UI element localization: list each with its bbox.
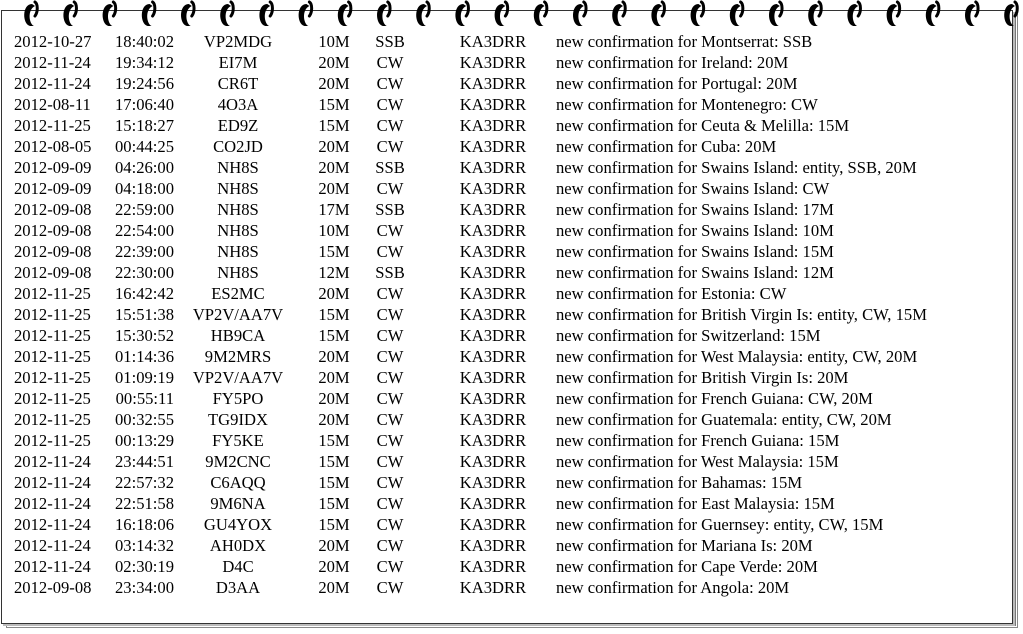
- log-mode: CW: [376, 74, 404, 93]
- log-date: 2012-11-25: [14, 326, 91, 345]
- log-date: 2012-11-24: [14, 557, 91, 576]
- log-mode: CW: [376, 473, 404, 492]
- log-date: 2012-11-25: [14, 284, 91, 303]
- log-date: 2012-09-09: [14, 179, 92, 198]
- log-mode: CW: [376, 347, 404, 366]
- log-operator: KA3DRR: [459, 347, 527, 366]
- log-time: 00:13:29: [114, 431, 174, 450]
- log-callsign: D3AA: [215, 578, 261, 597]
- log-date: 2012-09-08: [14, 221, 92, 240]
- log-row: [14, 31, 927, 52]
- spiral-binding-ring-icon: [63, 2, 76, 26]
- log-time: 16:18:06: [114, 515, 174, 534]
- log-operator: KA3DRR: [459, 242, 527, 261]
- log-mode: CW: [376, 494, 404, 513]
- spiral-binding-ring-icon: [495, 2, 508, 26]
- log-mode: CW: [376, 431, 404, 450]
- log-operator: KA3DRR: [459, 179, 527, 198]
- log-operator: KA3DRR: [459, 158, 527, 177]
- log-message: new confirmation for Swains Island: 12M: [556, 263, 834, 282]
- spiral-binding-ring-icon: [965, 2, 978, 26]
- log-message: new confirmation for Mariana Is: 20M: [556, 536, 813, 555]
- log-callsign: VP2V/AA7V: [192, 368, 284, 387]
- log-band: 20M: [318, 410, 350, 429]
- log-row: [14, 535, 927, 556]
- log-callsign: FY5KE: [212, 431, 264, 450]
- spiral-binding-ring-icon: [847, 2, 860, 26]
- log-message: new confirmation for Ceuta & Melilla: 15M: [556, 116, 850, 135]
- log-callsign: TG9IDX: [208, 410, 268, 429]
- log-band: 20M: [318, 158, 350, 177]
- log-message: new confirmation for Ireland: 20M: [556, 53, 789, 72]
- log-band: 15M: [318, 242, 350, 261]
- log-message: new confirmation for West Malaysia: entity, CW, 20M: [556, 347, 918, 366]
- log-operator: KA3DRR: [459, 515, 527, 534]
- log-mode: CW: [376, 221, 404, 240]
- log-operator: KA3DRR: [459, 410, 527, 429]
- log-callsign: FY5PO: [212, 389, 264, 408]
- spiral-binding-ring-icon: [259, 2, 272, 26]
- log-time: 23:34:00: [114, 578, 174, 597]
- log-mode: CW: [376, 452, 404, 471]
- log-message: new confirmation for Guernsey: entity, CW, 15M: [556, 515, 884, 534]
- log-callsign: C6AQQ: [210, 473, 266, 492]
- log-message: new confirmation for Swains Island: 10M: [556, 221, 834, 240]
- log-operator: KA3DRR: [459, 116, 527, 135]
- log-date: 2012-11-25: [14, 368, 91, 387]
- log-message: new confirmation for Montenegro: CW: [556, 95, 818, 114]
- log-band: 15M: [318, 431, 350, 450]
- log-message: new confirmation for French Guiana: CW, 20M: [556, 389, 873, 408]
- log-date: 2012-08-11: [14, 95, 91, 114]
- log-row: [14, 262, 927, 283]
- log-callsign: NH8S: [217, 200, 259, 219]
- log-band: 20M: [318, 137, 350, 156]
- log-callsign: NH8S: [217, 242, 259, 261]
- log-date: 2012-09-08: [14, 242, 92, 261]
- log-row: [14, 199, 927, 220]
- log-time: 02:30:19: [114, 557, 174, 576]
- log-mode: CW: [376, 536, 404, 555]
- log-band: 10M: [318, 221, 350, 240]
- log-callsign: VP2V/AA7V: [192, 305, 284, 324]
- log-message: new confirmation for Swains Island: CW: [556, 179, 830, 198]
- log-time: 22:39:00: [114, 242, 174, 261]
- log-callsign: NH8S: [217, 158, 259, 177]
- log-date: 2012-11-25: [14, 305, 91, 324]
- log-time: 18:40:02: [114, 32, 174, 51]
- log-operator: KA3DRR: [459, 32, 527, 51]
- spiral-binding-ring-icon: [142, 2, 155, 26]
- log-mode: SSB: [375, 200, 405, 219]
- log-band: 20M: [318, 53, 350, 72]
- log-mode: CW: [376, 116, 404, 135]
- log-time: 00:44:25: [114, 137, 174, 156]
- log-band: 10M: [318, 32, 350, 51]
- log-operator: KA3DRR: [459, 137, 527, 156]
- confirmation-log: [14, 31, 927, 598]
- log-row: [14, 241, 927, 262]
- log-band: 20M: [318, 578, 350, 597]
- log-callsign: 4O3A: [217, 95, 259, 114]
- log-row: [14, 577, 927, 598]
- log-date: 2012-11-25: [14, 347, 91, 366]
- log-message: new confirmation for Cuba: 20M: [556, 137, 777, 156]
- spiral-binding-ring-icon: [651, 2, 664, 26]
- log-row: [14, 136, 927, 157]
- log-time: 22:54:00: [114, 221, 174, 240]
- log-callsign: ED9Z: [217, 116, 259, 135]
- log-operator: KA3DRR: [459, 557, 527, 576]
- log-date: 2012-11-24: [14, 452, 91, 471]
- log-row: [14, 325, 927, 346]
- log-row: [14, 220, 927, 241]
- log-date: 2012-11-24: [14, 53, 91, 72]
- log-date: 2012-11-25: [14, 431, 91, 450]
- log-date: 2012-11-24: [14, 536, 91, 555]
- log-date: 2012-11-25: [14, 389, 91, 408]
- log-message: new confirmation for Swains Island: 15M: [556, 242, 834, 261]
- log-operator: KA3DRR: [459, 263, 527, 282]
- spiral-binding-ring-icon: [24, 2, 37, 26]
- log-operator: KA3DRR: [459, 431, 527, 450]
- log-message: new confirmation for East Malaysia: 15M: [556, 494, 835, 513]
- spiral-binding-ring-icon: [338, 2, 351, 26]
- spiral-binding-ring-icon: [416, 2, 429, 26]
- log-date: 2012-09-08: [14, 200, 92, 219]
- log-mode: CW: [376, 326, 404, 345]
- log-mode: CW: [376, 95, 404, 114]
- log-time: 04:18:00: [114, 179, 174, 198]
- log-operator: KA3DRR: [459, 74, 527, 93]
- log-message: new confirmation for French Guiana: 15M: [556, 431, 840, 450]
- log-row: [14, 73, 927, 94]
- log-operator: KA3DRR: [459, 53, 527, 72]
- log-callsign: 9M6NA: [210, 494, 266, 513]
- log-band: 20M: [318, 368, 350, 387]
- log-date: 2012-08-05: [14, 137, 92, 156]
- spiral-binding-ring-icon: [455, 2, 468, 26]
- spiral-binding-ring-icon: [691, 2, 704, 26]
- spiral-binding-ring-icon: [1004, 2, 1017, 26]
- log-row: [14, 52, 927, 73]
- log-mode: CW: [376, 389, 404, 408]
- spiral-binding-ring-icon: [103, 2, 116, 26]
- log-callsign: 9M2CNC: [205, 452, 271, 471]
- log-message: new confirmation for Cape Verde: 20M: [556, 557, 818, 576]
- log-message: new confirmation for Estonia: CW: [556, 284, 787, 303]
- spiral-binding-ring-icon: [573, 2, 586, 26]
- log-mode: CW: [376, 284, 404, 303]
- log-time: 23:44:51: [114, 452, 174, 471]
- log-date: 2012-11-25: [14, 410, 91, 429]
- spiral-binding-ring-icon: [377, 2, 390, 26]
- log-operator: KA3DRR: [459, 494, 527, 513]
- log-date: 2012-09-08: [14, 263, 92, 282]
- spiral-binding-ring-icon: [730, 2, 743, 26]
- log-date: 2012-10-27: [14, 32, 92, 51]
- log-band: 20M: [318, 389, 350, 408]
- log-row: [14, 367, 927, 388]
- log-row: [14, 388, 927, 409]
- log-callsign: NH8S: [217, 263, 259, 282]
- spiral-binding-ring-icon: [769, 2, 782, 26]
- log-time: 04:26:00: [114, 158, 174, 177]
- log-operator: KA3DRR: [459, 305, 527, 324]
- spiral-binding-ring-icon: [220, 2, 233, 26]
- log-message: new confirmation for Montserrat: SSB: [556, 32, 813, 51]
- log-mode: SSB: [375, 263, 405, 282]
- log-operator: KA3DRR: [459, 536, 527, 555]
- log-mode: CW: [376, 557, 404, 576]
- log-band: 15M: [318, 515, 350, 534]
- log-time: 01:09:19: [114, 368, 174, 387]
- log-mode: CW: [376, 53, 404, 72]
- log-date: 2012-09-08: [14, 578, 92, 597]
- log-mode: SSB: [375, 158, 405, 177]
- log-date: 2012-11-24: [14, 473, 91, 492]
- log-row: [14, 346, 927, 367]
- log-time: 03:14:32: [114, 536, 174, 555]
- log-band: 15M: [318, 95, 350, 114]
- log-time: 00:32:55: [114, 410, 174, 429]
- log-band: 15M: [318, 473, 350, 492]
- log-row: [14, 94, 927, 115]
- log-message: new confirmation for British Virgin Is: entity, CW, 15M: [556, 305, 927, 324]
- log-time: 22:57:32: [114, 473, 174, 492]
- log-band: 15M: [318, 116, 350, 135]
- log-date: 2012-09-09: [14, 158, 92, 177]
- log-callsign: HB9CA: [210, 326, 266, 345]
- log-mode: CW: [376, 305, 404, 324]
- log-time: 17:06:40: [114, 95, 174, 114]
- log-operator: KA3DRR: [459, 389, 527, 408]
- log-time: 22:59:00: [114, 200, 174, 219]
- log-time: 22:51:58: [114, 494, 174, 513]
- log-band: 20M: [318, 74, 350, 93]
- log-date: 2012-11-24: [14, 515, 91, 534]
- log-band: 17M: [318, 200, 350, 219]
- log-message: new confirmation for West Malaysia: 15M: [556, 452, 839, 471]
- log-mode: CW: [376, 578, 404, 597]
- log-row: [14, 472, 927, 493]
- log-date: 2012-11-24: [14, 74, 91, 93]
- spiral-binding-ring-icon: [926, 2, 939, 26]
- log-mode: CW: [376, 410, 404, 429]
- log-row: [14, 430, 927, 451]
- log-message: new confirmation for British Virgin Is: 20M: [556, 368, 849, 387]
- log-message: new confirmation for Portugal: 20M: [556, 74, 798, 93]
- log-mode: CW: [376, 515, 404, 534]
- log-operator: KA3DRR: [459, 368, 527, 387]
- log-operator: KA3DRR: [459, 200, 527, 219]
- log-band: 15M: [318, 452, 350, 471]
- log-date: 2012-11-25: [14, 116, 91, 135]
- log-callsign: VP2MDG: [203, 32, 273, 51]
- log-mode: SSB: [375, 32, 405, 51]
- log-row: [14, 556, 927, 577]
- log-operator: KA3DRR: [459, 473, 527, 492]
- spiral-binding-ring-icon: [299, 2, 312, 26]
- spiral-binding-ring-icon: [887, 2, 900, 26]
- log-callsign: D4C: [222, 557, 254, 576]
- log-message: new confirmation for Swains Island: entity, SSB, 20M: [556, 158, 917, 177]
- log-row: [14, 157, 927, 178]
- log-row: [14, 451, 927, 472]
- log-message: new confirmation for Bahamas: 15M: [556, 473, 803, 492]
- log-mode: CW: [376, 179, 404, 198]
- log-message: new confirmation for Swains Island: 17M: [556, 200, 834, 219]
- log-row: [14, 178, 927, 199]
- log-time: 19:24:56: [114, 74, 174, 93]
- log-row: [14, 514, 927, 535]
- log-time: 22:30:00: [114, 263, 174, 282]
- log-operator: KA3DRR: [459, 221, 527, 240]
- log-operator: KA3DRR: [459, 578, 527, 597]
- log-band: 15M: [318, 326, 350, 345]
- log-row: [14, 115, 927, 136]
- log-callsign: 9M2MRS: [204, 347, 272, 366]
- log-date: 2012-11-24: [14, 494, 91, 513]
- log-time: 01:14:36: [114, 347, 174, 366]
- log-time: 15:51:38: [114, 305, 174, 324]
- log-row: [14, 283, 927, 304]
- log-time: 00:55:11: [115, 389, 174, 408]
- spiral-binding: [0, 0, 1023, 34]
- log-time: 16:42:42: [114, 284, 174, 303]
- log-mode: CW: [376, 242, 404, 261]
- log-row: [14, 409, 927, 430]
- log-band: 20M: [318, 179, 350, 198]
- log-mode: CW: [376, 368, 404, 387]
- log-band: 12M: [318, 263, 350, 282]
- log-mode: CW: [376, 137, 404, 156]
- log-message: new confirmation for Angola: 20M: [556, 578, 790, 597]
- log-callsign: CO2JD: [213, 137, 263, 156]
- log-row: [14, 304, 927, 325]
- log-row: [14, 493, 927, 514]
- log-callsign: AH0DX: [209, 536, 267, 555]
- log-callsign: GU4YOX: [203, 515, 273, 534]
- log-band: 20M: [318, 347, 350, 366]
- log-band: 20M: [318, 557, 350, 576]
- log-callsign: NH8S: [217, 179, 259, 198]
- log-callsign: NH8S: [217, 221, 259, 240]
- log-band: 15M: [318, 494, 350, 513]
- spiral-binding-ring-icon: [612, 2, 625, 26]
- spiral-binding-ring-icon: [808, 2, 821, 26]
- spiral-binding-ring-icon: [181, 2, 194, 26]
- log-operator: KA3DRR: [459, 452, 527, 471]
- log-callsign: EI7M: [218, 53, 258, 72]
- log-band: 15M: [318, 305, 350, 324]
- spiral-binding-ring-icon: [534, 2, 547, 26]
- log-message: new confirmation for Guatemala: entity, CW, 20M: [556, 410, 892, 429]
- log-operator: KA3DRR: [459, 284, 527, 303]
- log-band: 20M: [318, 284, 350, 303]
- log-callsign: ES2MC: [211, 284, 265, 303]
- log-time: 15:30:52: [114, 326, 174, 345]
- log-operator: KA3DRR: [459, 326, 527, 345]
- log-time: 15:18:27: [114, 116, 174, 135]
- log-time: 19:34:12: [114, 53, 174, 72]
- log-message: new confirmation for Switzerland: 15M: [556, 326, 821, 345]
- log-operator: KA3DRR: [459, 95, 527, 114]
- log-band: 20M: [318, 536, 350, 555]
- log-callsign: CR6T: [217, 74, 259, 93]
